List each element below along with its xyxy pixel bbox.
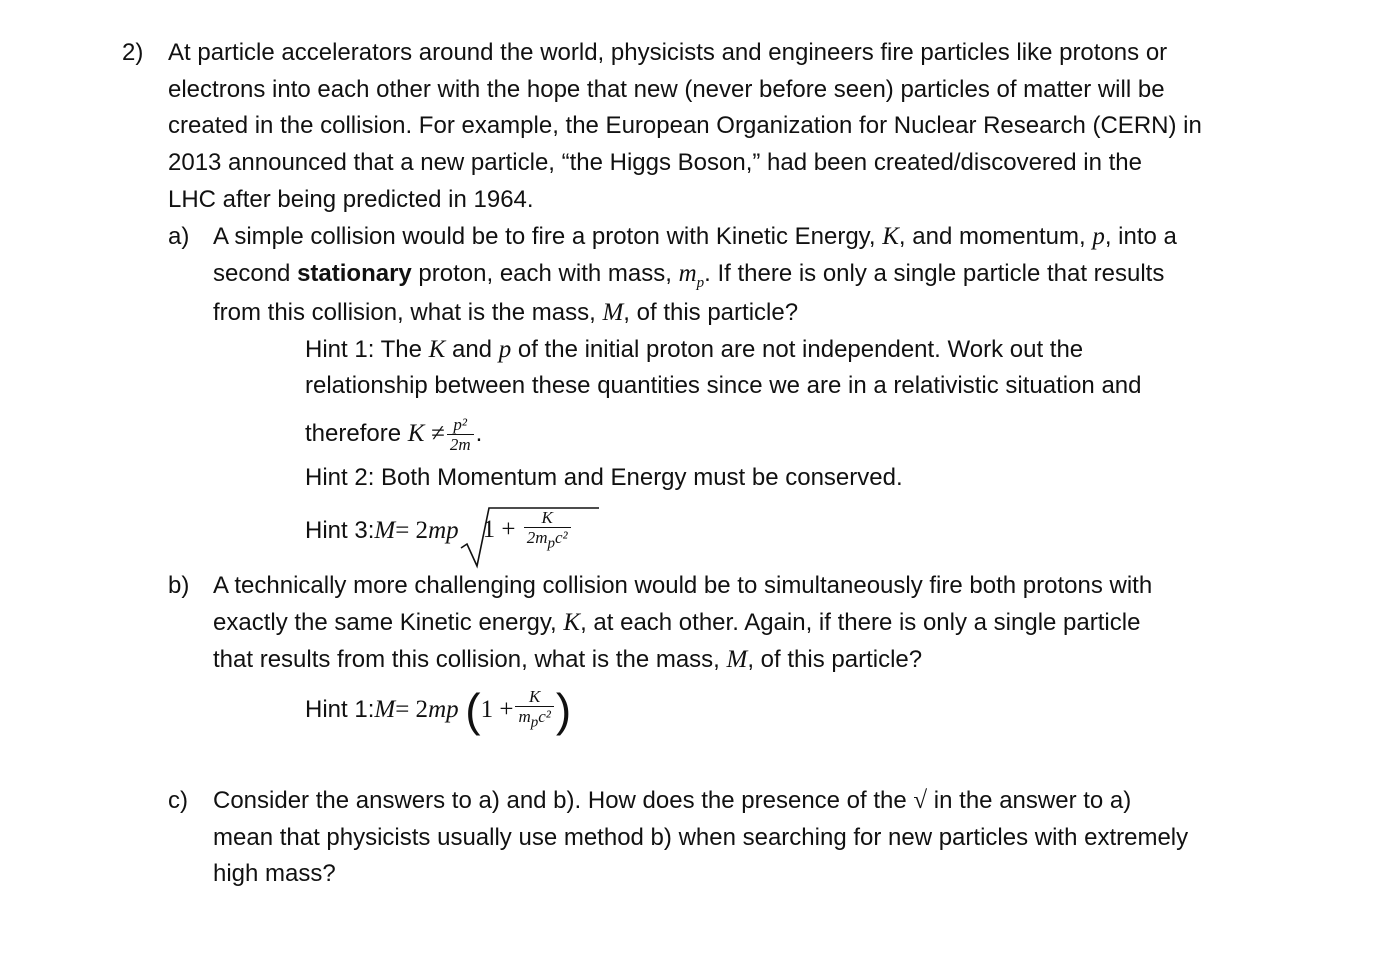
math-K: K xyxy=(563,609,581,636)
subscript-p: p xyxy=(530,714,539,731)
one-plus: 1 + xyxy=(480,696,514,723)
math-K: K xyxy=(428,336,446,363)
intro-line-2: electrons into each other with the hope that new (never before seen) particles of matter will be xyxy=(168,76,1165,103)
one-plus: 1 + xyxy=(482,516,522,544)
subscript-p: p xyxy=(446,696,459,723)
sqrt-symbol-icon: √ xyxy=(913,787,928,814)
den-c2: c² xyxy=(555,528,568,548)
part-b-line-1: A technically more challenging collision would be to simultaneously fire both protons with xyxy=(213,572,1153,599)
bold-stationary: stationary xyxy=(297,260,412,287)
part-b-hint1 xyxy=(305,680,571,740)
den-m: m xyxy=(518,707,531,727)
math-K: K xyxy=(407,420,425,447)
part-a-hint3 xyxy=(305,500,573,562)
math-mp xyxy=(678,260,705,291)
text: , into a xyxy=(1104,223,1177,250)
part-c-line-1 xyxy=(213,786,1131,816)
math-m: m xyxy=(678,260,697,287)
den-c2: c² xyxy=(538,707,551,727)
part-a-line-1 xyxy=(213,222,1177,252)
text: A simple collision would be to fire a proton with Kinetic Energy, xyxy=(213,223,883,250)
math-M: M xyxy=(602,299,624,326)
part-a-line-2 xyxy=(213,259,1164,298)
not-equal-symbol: ≠ xyxy=(431,420,445,447)
text: . xyxy=(475,420,483,447)
right-paren: ) xyxy=(555,684,572,736)
text: Consider the answers to a) and b). How does the presence of the xyxy=(213,787,914,814)
part-b-label: b) xyxy=(168,572,190,599)
subscript-p: p xyxy=(547,535,556,552)
text: , of this particle? xyxy=(747,646,923,673)
intro-line-4: 2013 announced that a new particle, “the Higgs Boson,” had been created/discovered in the xyxy=(168,149,1142,176)
part-a-hint1-line-1 xyxy=(305,335,1083,365)
part-a-line-3 xyxy=(213,298,798,328)
part-b-line-2 xyxy=(213,608,1140,638)
part-a-hint1-line-3 xyxy=(305,406,482,462)
fraction-K-over-mpc2 xyxy=(515,687,553,732)
text: and xyxy=(445,336,499,363)
math-p: p xyxy=(1092,223,1105,250)
math-M: M xyxy=(374,696,396,723)
math-p: p xyxy=(498,336,512,363)
problem-number: 2) xyxy=(122,39,144,66)
intro-line-1: At particle accelerators around the world, physicists and engineers fire particles like protons or xyxy=(168,39,1168,66)
text: that results from this collision, what is the mass, xyxy=(213,646,727,673)
math-K: K xyxy=(882,223,899,250)
text: second xyxy=(213,260,298,287)
text: proton, each with mass, xyxy=(411,260,679,287)
text: Hint 1: xyxy=(305,696,375,723)
text: , and momentum, xyxy=(898,223,1093,250)
text: Hint 3: xyxy=(305,517,375,544)
fraction-numerator: p² xyxy=(447,415,474,435)
equals-2: = 2 xyxy=(395,517,429,544)
subscript-p: p xyxy=(696,275,705,291)
fraction-numerator: K xyxy=(524,508,571,528)
square-root-icon xyxy=(459,508,573,553)
text: , of this particle? xyxy=(623,299,799,326)
math-M: M xyxy=(726,646,748,673)
text: therefore xyxy=(305,420,402,447)
text: . If there is only a single particle that results xyxy=(704,260,1165,287)
part-c-label: c) xyxy=(168,787,188,814)
fraction-numerator: K xyxy=(515,687,553,707)
text: , at each other. Again, if there is only a single particle xyxy=(580,609,1141,636)
part-c-line-3: high mass? xyxy=(213,860,336,887)
intro-line-5: LHC after being predicted in 1964. xyxy=(168,186,534,213)
left-paren: ( xyxy=(465,684,481,736)
part-b-line-3 xyxy=(213,645,922,675)
text: Hint 1: The xyxy=(305,336,429,363)
fraction-denominator: 2m xyxy=(449,434,471,454)
math-m: m xyxy=(428,696,447,723)
text: from this collision, what is the mass, xyxy=(213,299,603,326)
math-M: M xyxy=(374,517,396,544)
text: in the answer to a) xyxy=(927,787,1132,814)
part-a-label: a) xyxy=(168,223,190,250)
intro-line-3: created in the collision. For example, the European Organization for Nuclear Research (CERN) in xyxy=(168,112,1202,139)
subscript-p: p xyxy=(446,517,459,544)
math-m: m xyxy=(428,517,447,544)
fraction-p2-over-2m xyxy=(447,415,474,454)
part-a-hint1-line-2: relationship between these quantities since we are in a relativistic situation and xyxy=(305,372,1142,399)
den-2m: 2m xyxy=(526,528,548,548)
text: exactly the same Kinetic energy, xyxy=(213,609,564,636)
radical-sign-icon xyxy=(459,504,599,570)
equals-2: = 2 xyxy=(395,696,429,723)
part-c-line-2: mean that physicists usually use method b) when searching for new particles with extremely xyxy=(213,824,1189,851)
text: of the initial proton are not independent. Work out the xyxy=(511,336,1084,363)
fraction-denominator xyxy=(515,707,553,732)
part-a-hint2: Hint 2: Both Momentum and Energy must be conserved. xyxy=(305,464,903,491)
